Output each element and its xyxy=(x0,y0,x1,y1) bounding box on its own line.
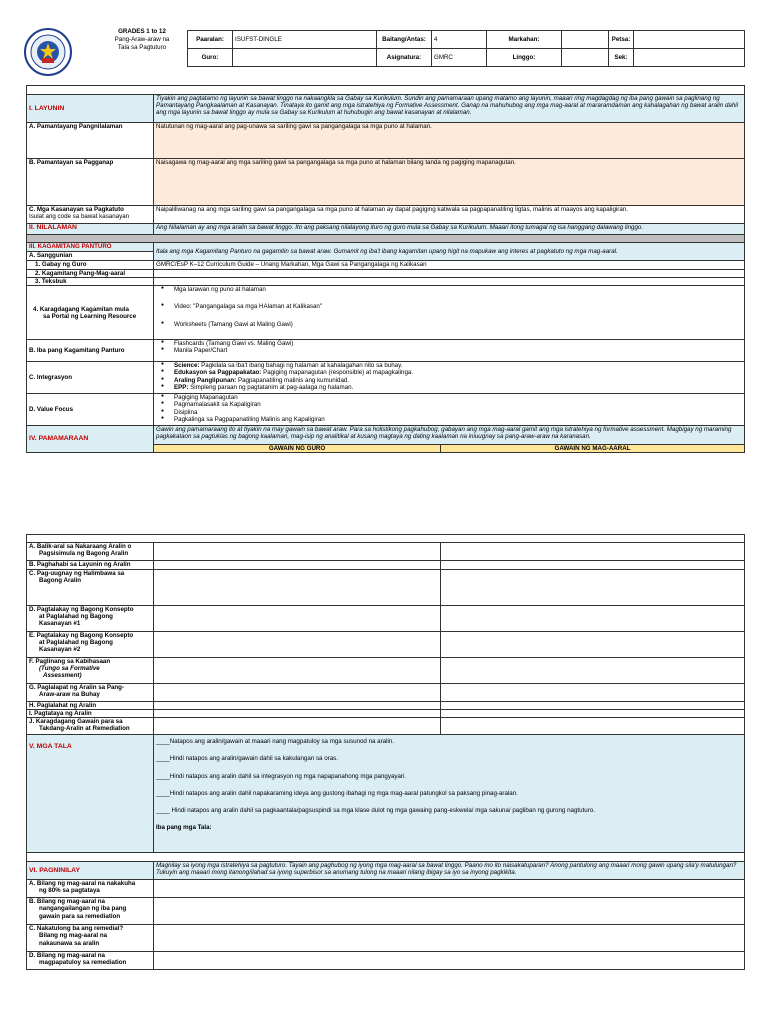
tala-option[interactable]: ____Hindi natapos ang aralin/gawain dahil sa kakulangan sa oras. xyxy=(156,755,338,763)
integrasyon-label: C. Integrasyon xyxy=(27,362,154,394)
guro-cell[interactable] xyxy=(154,561,441,570)
iba-pang-list xyxy=(156,340,742,354)
label-line: nangangailangan ng iba pang xyxy=(39,905,127,913)
row-pagtalakay-2 xyxy=(27,632,154,658)
nilalaman-heading: II. NILALAMAN xyxy=(27,224,154,235)
list-item: ● Disiplina xyxy=(156,409,742,416)
gawain-guro-header: GAWAIN NG GURO xyxy=(154,445,441,453)
layunin-description: Tiyakin ang pagtatamo ng layunin sa bawat linggo na nakaangkla sa Gabay sa Kurikulum. Sundin ang pamamaraan upang matamo ang layunin, maaari ring magdagdag ng iba pang gawain sa paglinang ng Pamantayang Pangkaalaman at Kasanayan. Tinataya ito gamit ang mga istratehiya ng Formative Assessment. Ganap na mahuhubog ang mga mag-aaral at mararamdaman ang kahalagahan ng bawat aralin dahil ang mga layunin sa bawat linggo ay mula sa Gabay sa Kurikulum at huhubugin ang bawat kasanayan at nilalaman. xyxy=(154,95,745,123)
pamantayan-pagganap-label: B. Pamantayan sa Pagganap xyxy=(27,159,154,206)
pamantayang-pangnilalaman-label: A. Pamantayang Pangnilalaman xyxy=(27,123,154,159)
value-focus-label: D. Value Focus xyxy=(27,394,154,426)
list-item xyxy=(156,377,742,384)
label-line: Bagong Aralin xyxy=(39,577,82,585)
guro-cell[interactable] xyxy=(154,606,441,632)
kasanayan-label xyxy=(27,206,154,224)
list-item: ● Pagkalinga sa Pagpapanatiling Malinis ang Kapaligiran xyxy=(156,416,742,423)
pn-row-c xyxy=(27,925,154,952)
subject-text: Pagpapanatiling malinis ang kumunidad. xyxy=(236,376,350,384)
subject-text: Pagkilala sa iba't ibang bahagi ng halaman at kahalagahan nito sa buhay. xyxy=(199,362,403,370)
label-line: Araw-araw na Buhay xyxy=(39,691,100,699)
pn-cell[interactable] xyxy=(154,880,745,898)
karagdagang-list xyxy=(156,286,742,327)
pn-cell[interactable] xyxy=(154,925,745,952)
kagamitan-heading: III. KAGAMITANG PANTURO xyxy=(27,243,154,252)
karagdagang-label-line-1: 4. Karagdagang Kagamitan mula xyxy=(33,305,129,313)
pamantayan-pagganap-value[interactable]: Naisagawa ng mag-aaral ang mga sariling gawi sa pangangalaga sa mga puno at halaman bilang tanda ng pagiging mapanagutan. xyxy=(154,159,745,206)
pn-cell[interactable] xyxy=(154,952,745,970)
label-line: magpapatuloy sa remediation xyxy=(39,959,127,967)
guro-label: Guro: xyxy=(188,49,233,67)
label-line: at Paglalahad ng Bagong xyxy=(39,613,113,621)
sek-label: Sek: xyxy=(609,49,634,67)
label-line: A. Balik-aral sa Nakaraang Aralin o xyxy=(29,543,132,550)
label-line: J. Karagdagang Gawain para sa xyxy=(29,718,123,726)
linggo-label: Linggo: xyxy=(487,49,562,67)
asignatura-field[interactable]: GMRC xyxy=(432,49,487,67)
paaralan-field[interactable]: ISUFST-DINGLE xyxy=(233,31,377,49)
kasanayan-value[interactable]: Naipaliliwanag na ang mga sariling gawi sa pangangalaga sa mga puno at halaman ay dapat pagiging katiwala sa pagpapanatiling ligtas, malinis at maayos ang kapaligiran. xyxy=(154,206,745,224)
list-item: ● Worksheets (Tamang Gawi at Maling Gawi) xyxy=(156,321,742,328)
pn-row-a xyxy=(27,880,154,898)
tala-option[interactable]: ____Hindi natapos ang aralin dahil sa integrasyon ng mga napapanahong mga pangyayari. xyxy=(156,772,407,780)
list-item xyxy=(156,362,742,369)
top-blank-row xyxy=(27,86,745,95)
label-line: (Tungo sa Formative xyxy=(39,665,100,673)
list-item: ● Pagmamalasakit sa Kapaligiran xyxy=(156,401,742,408)
baitang-field[interactable]: 4 xyxy=(432,31,487,49)
kagamitan-description: Itala ang mga Kagamitang Panturo na gagamitin sa bawat araw. Gumamit ng iba't ibang kagamitan upang higit na mapukaw ang interes at pagkatuto ng mga mag-aaral. xyxy=(154,243,745,261)
mga-tala-heading: V. MGA TALA xyxy=(27,735,154,853)
header-table xyxy=(187,30,745,67)
row-karagdagang-gawain xyxy=(27,718,154,735)
title-line-2: Tala sa Pagtuturo xyxy=(117,43,167,51)
subject-label: Science: xyxy=(174,362,200,370)
list-item: ● Pagiging Mapanagutan xyxy=(156,394,742,401)
list-item xyxy=(156,384,742,391)
label-line: Pagsisimula ng Bagong Aralin xyxy=(39,550,129,558)
label-line: G. Paglalapat ng Aralin sa Pang- xyxy=(29,684,125,691)
iba-pang-kagamitan-label: B. Iba pang Kagamitang Panturo xyxy=(27,340,154,362)
kasanayan-label-line-1: C. Mga Kasanayan sa Pagkatuto xyxy=(29,206,124,213)
guro-field[interactable] xyxy=(233,49,377,67)
pn-cell[interactable] xyxy=(154,898,745,925)
iba-pang-tala-label: Iba pang mga Tala: xyxy=(156,823,212,831)
row-paglalahat: H. Paglalahat ng Aralin xyxy=(27,702,154,710)
list-item: ● Manila Paper/Chart xyxy=(156,347,742,354)
markahan-field[interactable] xyxy=(562,31,609,49)
subject-label: Edukasyon sa Pagpapakatao: xyxy=(174,369,262,377)
guro-cell[interactable] xyxy=(154,658,441,684)
list-item: ● Video: "Pangangalaga sa mga HAlaman at Kalikasan" xyxy=(156,303,742,310)
iba-pang-kagamitan-value[interactable] xyxy=(154,340,745,362)
value-focus-list xyxy=(156,394,742,423)
guro-cell[interactable] xyxy=(154,570,441,606)
pagninilay-description: Magnilay sa iyong mga istratehiya sa pagtuturo. Tayain ang paghubog ng iyong mga mag-aaral sa bawat linggo. Paano mo ito naisakatuparan? Anong pantulong ang maaari mong gawin upang sila'y matulungan? Tukuyin ang maaari mong itanong/ilahad sa iyong superbisor sa anumang tulong na maaari nilang ibigay sa iyo sa inyong pagkikita. xyxy=(154,862,745,880)
teksbuk-value[interactable] xyxy=(154,278,745,286)
kasanayan-label-line-2: Isulat ang code sa bawat kasanayan xyxy=(29,213,130,221)
row-paghahabi: B. Paghahabi sa Layunin ng Aralin xyxy=(27,561,154,570)
gabay-guro-label: 1. Gabay ng Guro xyxy=(27,261,154,270)
label-line: A. Bilang ng mag-aaral na nakakuha xyxy=(29,880,136,888)
layunin-heading: I. LAYUNIN xyxy=(27,95,154,123)
mag-aaral-cell[interactable] xyxy=(441,561,745,570)
row-pagtataya: I. Pagtataya ng Aralin xyxy=(27,710,154,718)
label-line: Bilang ng mag-aaral na xyxy=(39,932,108,940)
petsa-label: Petsa: xyxy=(609,31,634,49)
pamamaraan-description: Gawin ang pamamaraang ito at tiyakin na may gawain sa bawat araw. Para sa holistikong pagkahubog, gabayan ang mga mag-aaral gamit ang mga istratehiya ng formative assessment. Magbigay ng maraming pagkakataon sa pagtuklas ng bagong kaalaman, mag-isip ng analitikal at kusang magtaya ng dating kaalaman na iniuugnay sa pang-araw-araw na karanasan. xyxy=(154,426,745,445)
guro-cell[interactable] xyxy=(154,710,441,718)
guro-cell[interactable] xyxy=(154,718,441,735)
list-item xyxy=(156,369,742,376)
subject-label: Araling Panglipunan: xyxy=(174,376,237,384)
label-line: Kasanayan #1 xyxy=(39,620,81,628)
blank-row xyxy=(27,535,745,543)
title-line-1: Pang-Araw-araw na xyxy=(114,35,170,43)
mag-aaral-cell[interactable] xyxy=(441,606,745,632)
label-line: ng 80% sa pagtataya xyxy=(39,887,100,895)
pamantayang-pangnilalaman-value[interactable]: Natutunan ng mag-aaral ang pag-unawa sa sariling gawi sa pangangalaga sa mga puno at halaman. xyxy=(154,123,745,159)
list-item: ● Mga larawan ng puno at halaman xyxy=(156,286,742,293)
karagdagang-kagamitan-label xyxy=(27,286,154,340)
value-focus-value[interactable] xyxy=(154,394,745,426)
label-line: E. Pagtalakay ng Bagong Konsepto xyxy=(29,632,134,639)
subject-label: EPP: xyxy=(174,383,189,391)
mga-tala-content xyxy=(154,735,745,853)
gabay-guro-value[interactable]: GMRC/EsP K–12 Curriculum Guide – Unang Markahan, Mga Gawi sa Pangangalaga ng Kalikasan xyxy=(154,261,745,270)
label-line: B. Bilang ng mag-aaral na xyxy=(29,898,105,906)
mag-aaral-cell[interactable] xyxy=(441,632,745,658)
label-line: F. Paglinang sa Kabihasaan xyxy=(29,658,111,665)
sanggunian-label: A. Sanggunian xyxy=(27,252,154,261)
label-line: Assessment) xyxy=(43,672,82,680)
baitang-label: Baitang/Antas: xyxy=(377,31,432,49)
label-line: Takdang-Aralin at Remediation xyxy=(39,725,130,733)
integrasyon-value[interactable] xyxy=(154,362,745,394)
mag-aaral-cell[interactable] xyxy=(441,702,745,710)
label-line: D. Bilang ng mag-aaral na xyxy=(29,952,105,960)
subject-text: Simpleng paraan ng pagtatanim at pag-aalaga ng halaman. xyxy=(188,383,354,391)
label-line: at Paglalahad ng Bagong xyxy=(39,639,113,647)
nilalaman-description: Ang Nilalaman ay ang mga aralin sa bawat linggo. Ito ang paksang nilalayong ituro ng guro mula sa Gabay sa Kurikulum. Maaari itong tumagal ng isa hanggang dalawang linggo. xyxy=(154,224,745,235)
label-line: D. Pagtalakay ng Bagong Konsepto xyxy=(29,606,134,613)
guro-cell[interactable] xyxy=(154,702,441,710)
tala-option[interactable]: ____ Hindi natapos ang aralin dahil sa pagkaantala/pagsuspindi sa mga klase dulot ng mga gawaing pang-eskwela/ mga sakuna/ pagliban ng gurong nagtuturo. xyxy=(156,806,595,814)
row-pagtalakay-1 xyxy=(27,606,154,632)
label-line: C. Pag-uugnay ng Halimbawa sa xyxy=(29,570,125,577)
row-pag-uugnay xyxy=(27,570,154,606)
gawain-mag-aaral-header: GAWAIN NG MAG-AARAL xyxy=(441,445,745,453)
kagamitang-pang-mag-aaral-value[interactable] xyxy=(154,270,745,278)
blank-row xyxy=(27,853,745,862)
integrasyon-list xyxy=(156,362,742,391)
row-paglinang xyxy=(27,658,154,684)
mag-aaral-cell[interactable] xyxy=(441,684,745,702)
karagdagang-kagamitan-value[interactable] xyxy=(154,286,745,340)
petsa-field[interactable] xyxy=(634,31,745,49)
guro-cell[interactable] xyxy=(154,632,441,658)
mag-aaral-cell[interactable] xyxy=(441,658,745,684)
deped-seal-logo xyxy=(24,28,72,76)
tala-option[interactable]: ____Hindi natapos ang aralin dahil napakaraming ideya ang gustong ibahagi ng mga mag-aaral patungkol sa paksang pinag-aralan. xyxy=(156,789,518,797)
asignatura-label: Asignatura: xyxy=(377,49,432,67)
subject-text: Pagiging mapanagutan (responsible) at mapagkalinga. xyxy=(261,369,414,377)
mag-aaral-cell[interactable] xyxy=(441,543,745,561)
sek-field[interactable] xyxy=(634,49,745,67)
pn-row-d xyxy=(27,952,154,970)
paaralan-label: Paaralan: xyxy=(188,31,233,49)
karagdagang-label-line-2: sa Portal ng Learning Resource xyxy=(43,312,137,320)
markahan-label: Markahan: xyxy=(487,31,562,49)
row-paglalapat xyxy=(27,684,154,702)
mag-aaral-cell[interactable] xyxy=(441,710,745,718)
list-item: ● Flashcards (Tamang Gawi vs. Maling Gawi) xyxy=(156,340,742,347)
teksbuk-label: 3. Teksbuk xyxy=(27,278,154,286)
guro-cell[interactable] xyxy=(154,684,441,702)
linggo-field[interactable] xyxy=(562,49,609,67)
row-balik-aral xyxy=(27,543,154,561)
form-title xyxy=(100,28,184,51)
pagninilay-heading: VI. PAGNINILAY xyxy=(27,862,154,880)
guro-cell[interactable] xyxy=(154,543,441,561)
pamamaraan-heading: IV. PAMAMARAAN xyxy=(27,426,154,453)
lesson-plan-table xyxy=(26,85,745,453)
kagamitang-pang-mag-aaral-label: 2. Kagamitang Pang-Mag-aaral xyxy=(27,270,154,278)
pamamaraan-table xyxy=(26,534,745,970)
mag-aaral-cell[interactable] xyxy=(441,570,745,606)
grades-label: GRADES 1 to 12 xyxy=(118,28,166,35)
label-line: Kasanayan #2 xyxy=(39,646,81,654)
pn-row-b xyxy=(27,898,154,925)
label-line: gawain para sa remediation xyxy=(39,912,121,920)
tala-option[interactable]: ____Natapos ang aralin/gawain at maaari nang magpatuloy sa mga susunod na aralin. xyxy=(156,738,395,746)
grey-divider xyxy=(27,235,745,243)
label-line: C. Nakatulong ba ang remedial? xyxy=(29,925,124,933)
mag-aaral-cell[interactable] xyxy=(441,718,745,735)
label-line: nakaunawa sa aralin xyxy=(39,939,100,947)
